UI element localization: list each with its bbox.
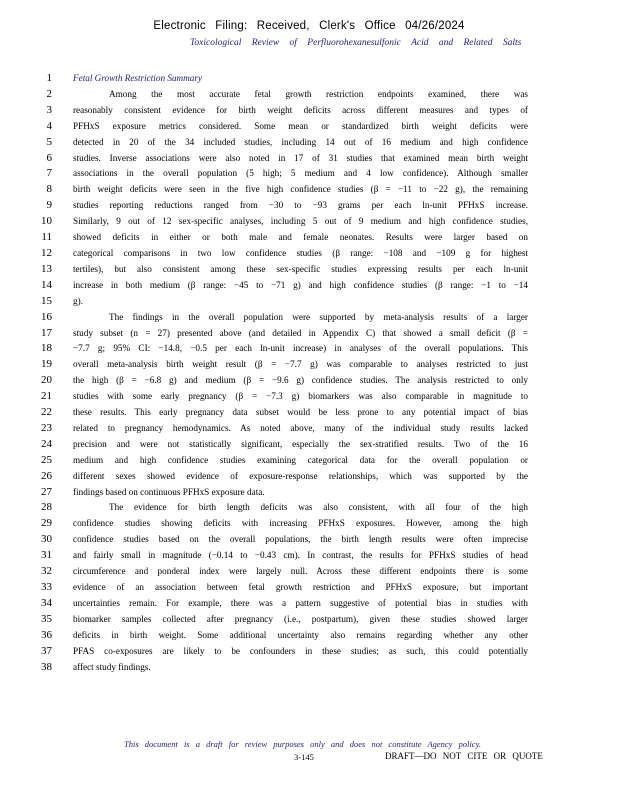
line-number: 24: [41, 437, 52, 450]
text-line: [0, 660, 618, 676]
text-line: [0, 198, 618, 214]
document-title-header: Toxicological Review of Perfluorohexanesulfonic Acid and Related Salts: [190, 38, 522, 48]
text-line: [0, 453, 618, 469]
line-text: findings based on continuous PFHxS exposure data.: [73, 486, 265, 497]
text-line: [0, 596, 618, 612]
line-number: 3: [46, 103, 52, 116]
text-line: [0, 294, 618, 310]
text-line: [0, 532, 618, 548]
line-number: 34: [41, 596, 52, 609]
text-line: [0, 135, 618, 151]
text-line: [0, 469, 618, 485]
line-number: 1: [46, 72, 52, 84]
line-number: 25: [41, 453, 52, 466]
line-number: 22: [41, 406, 52, 419]
line-text: confidence studies showing deficits with increasing PFHxS exposures. However, among the high: [73, 518, 528, 529]
line-text: −7.7 g; 95% CI: −14.8, −0.5 per each ln-unit increase) in analyses of the overall populations. This: [73, 343, 528, 354]
line-number: 21: [41, 390, 52, 403]
line-number: 32: [41, 565, 52, 578]
text-line: [0, 516, 618, 532]
line-text: these results. This early pregnancy data subset would be less prone to any potential impact of bias: [73, 407, 528, 418]
line-text: medium and high confidence studies examining categorical data for the overall population or: [73, 454, 528, 465]
line-text: PFAS co-exposures are likely to be confounders in these studies; as such, this could potentially: [73, 645, 528, 656]
line-text: increase in both medium (β range: −45 to −71 g) and high confidence studies (β range: −1 to −14: [73, 279, 528, 290]
line-number: 36: [41, 628, 52, 641]
line-text: and fairly small in magnitude (−0.14 to −0.43 cm). In contrast, the results for PFHxS studies of head: [73, 550, 528, 561]
line-text: birth weight deficits were seen in the five high confidence studies (β = −11 to −22 g), the remaining: [73, 184, 528, 195]
line-text: Similarly, 9 out of 12 sex-specific analyses, including 5 out of 9 medium and high confidence studies,: [73, 216, 528, 227]
text-line: [0, 548, 618, 564]
text-line: [0, 71, 618, 87]
line-number: 2: [46, 87, 52, 100]
line-text: deficits in birth weight. Some additional uncertainty also remains regarding whether any other: [73, 629, 528, 640]
text-line: [0, 326, 618, 342]
text-line: [0, 151, 618, 167]
line-text: different sexes showed evidence of exposure-response relationships, which was supported by the: [73, 470, 528, 481]
line-text: PFHxS exposure metrics considered. Some mean or standardized birth weight deficits were: [73, 120, 528, 131]
line-number: 23: [41, 421, 52, 434]
line-text: g).: [73, 295, 83, 306]
line-text: circumference and ponderal index were largely null. Across these different endpoints there is some: [73, 566, 528, 577]
line-text: Among the most accurate fetal growth restriction endpoints examined, there was: [109, 88, 528, 99]
text-line: [0, 437, 618, 453]
line-text: evidence of an association between fetal growth restriction and PFHxS exposure, but important: [73, 582, 528, 592]
text-line: [0, 644, 618, 660]
line-text: tertiles), but also consistent among these sex-specific studies expressing results per each ln-unit: [73, 263, 528, 274]
text-line: [0, 500, 618, 516]
text-line: [0, 628, 618, 644]
line-text: related to pregnancy hemodynamics. As noted above, many of the individual study results lacked: [73, 422, 528, 433]
line-number: 8: [46, 183, 52, 196]
line-text: study subset (n = 27) presented above (and detailed in Appendix C) that showed a small deficit (β =: [73, 327, 528, 338]
line-text: showed deficits in either or both male and female neonates. Results were larger based on: [73, 232, 528, 243]
text-line: [0, 421, 618, 437]
line-number: 13: [41, 262, 52, 275]
page-number: 3-145: [294, 752, 314, 762]
line-number: 31: [41, 549, 52, 562]
line-number: 19: [41, 358, 52, 371]
line-text: detected in 20 of the 34 included studies, including 14 out of 16 medium and high confidence: [73, 136, 528, 147]
line-number: 29: [41, 517, 52, 530]
line-number: 9: [46, 199, 52, 212]
text-line: [0, 357, 618, 373]
text-line: [0, 246, 618, 262]
line-text: biomarker samples collected after pregnancy (i.e., postpartum), given these studies showed larger: [73, 613, 528, 624]
text-line: [0, 612, 618, 628]
line-number: 17: [41, 326, 52, 339]
line-number: 10: [41, 215, 52, 228]
line-text: affect study findings.: [73, 661, 151, 672]
line-text: The evidence for birth length deficits was also consistent, with all four of the high: [109, 502, 528, 513]
line-number: 4: [46, 119, 52, 132]
line-number: 15: [41, 294, 52, 307]
line-number: 6: [46, 151, 52, 164]
line-text: the high (β = −6.8 g) and medium (β = −9.6 g) confidence studies. The analysis restricted to only: [73, 375, 528, 386]
line-text: categorical comparisons in two low confidence studies (β range: −108 and −109 g for highest: [73, 247, 528, 258]
text-line: [0, 341, 618, 357]
line-number: 26: [41, 469, 52, 482]
text-line: [0, 166, 618, 182]
text-line: [0, 182, 618, 198]
line-number: 7: [46, 167, 52, 180]
section-heading: Fetal Growth Restriction Summary: [73, 73, 203, 83]
text-line: [0, 580, 618, 596]
line-number: 5: [46, 135, 52, 148]
line-number: 33: [41, 581, 52, 593]
text-line: [0, 119, 618, 135]
line-number: 27: [41, 485, 52, 498]
line-text: associations in the overall population (5 high; 5 medium and 4 low confidence). Although smaller: [73, 168, 528, 179]
line-number: 35: [41, 612, 52, 625]
line-number: 14: [41, 278, 52, 291]
line-text: studies reporting reductions ranged from −30 to −93 grams per each ln-unit PFHxS increase.: [73, 200, 528, 211]
line-number: 20: [41, 374, 52, 387]
text-line: [0, 405, 618, 421]
text-line: [0, 485, 618, 501]
line-number: 38: [41, 660, 52, 673]
text-line: [0, 389, 618, 405]
line-number: 16: [41, 310, 52, 323]
draft-disclaimer: This document is a draft for review purposes only and does not constitute Agency policy.: [124, 739, 482, 749]
line-text: studies with some early pregnancy (β = −7.3 g) biomarkers was also comparable in magnitude to: [73, 391, 528, 402]
line-number: 28: [41, 501, 52, 514]
line-text: The findings in the overall population were supported by meta-analysis results of a larger: [109, 311, 528, 322]
line-text: confidence studies based on the overall populations, the birth length results were often imprecise: [73, 534, 528, 545]
line-text: uncertainties remain. For example, there was a pattern suggestive of potential bias in studies with: [73, 597, 528, 608]
draft-notice: DRAFT—DO NOT CITE OR QUOTE: [385, 751, 543, 761]
text-line: [0, 230, 618, 246]
text-line: [0, 373, 618, 389]
filing-stamp: Electronic Filing: Received, Clerk's Office 04/26/2024: [153, 20, 465, 32]
text-line: [0, 310, 618, 326]
body-text: [0, 71, 618, 675]
text-line: [0, 214, 618, 230]
line-text: studies. Inverse associations were also noted in 17 of 31 studies that examined mean birth weight: [73, 152, 528, 163]
text-line: [0, 87, 618, 103]
line-text: precision and were not statistically significant, especially the sex-stratified results. Two of the 16: [73, 438, 528, 449]
line-text: overall meta-analysis birth weight result (β = −7.7 g) was comparable to analyses restricted to just: [73, 359, 528, 370]
text-line: [0, 103, 618, 119]
line-text: reasonably consistent evidence for birth weight deficits across different measures and types of: [73, 104, 528, 115]
text-line: [0, 278, 618, 294]
text-line: [0, 564, 618, 580]
line-number: 18: [41, 342, 52, 355]
line-number: 30: [41, 533, 52, 546]
text-line: [0, 262, 618, 278]
line-number: 12: [41, 246, 52, 259]
line-number: 37: [41, 644, 52, 657]
line-number: 11: [41, 231, 52, 244]
